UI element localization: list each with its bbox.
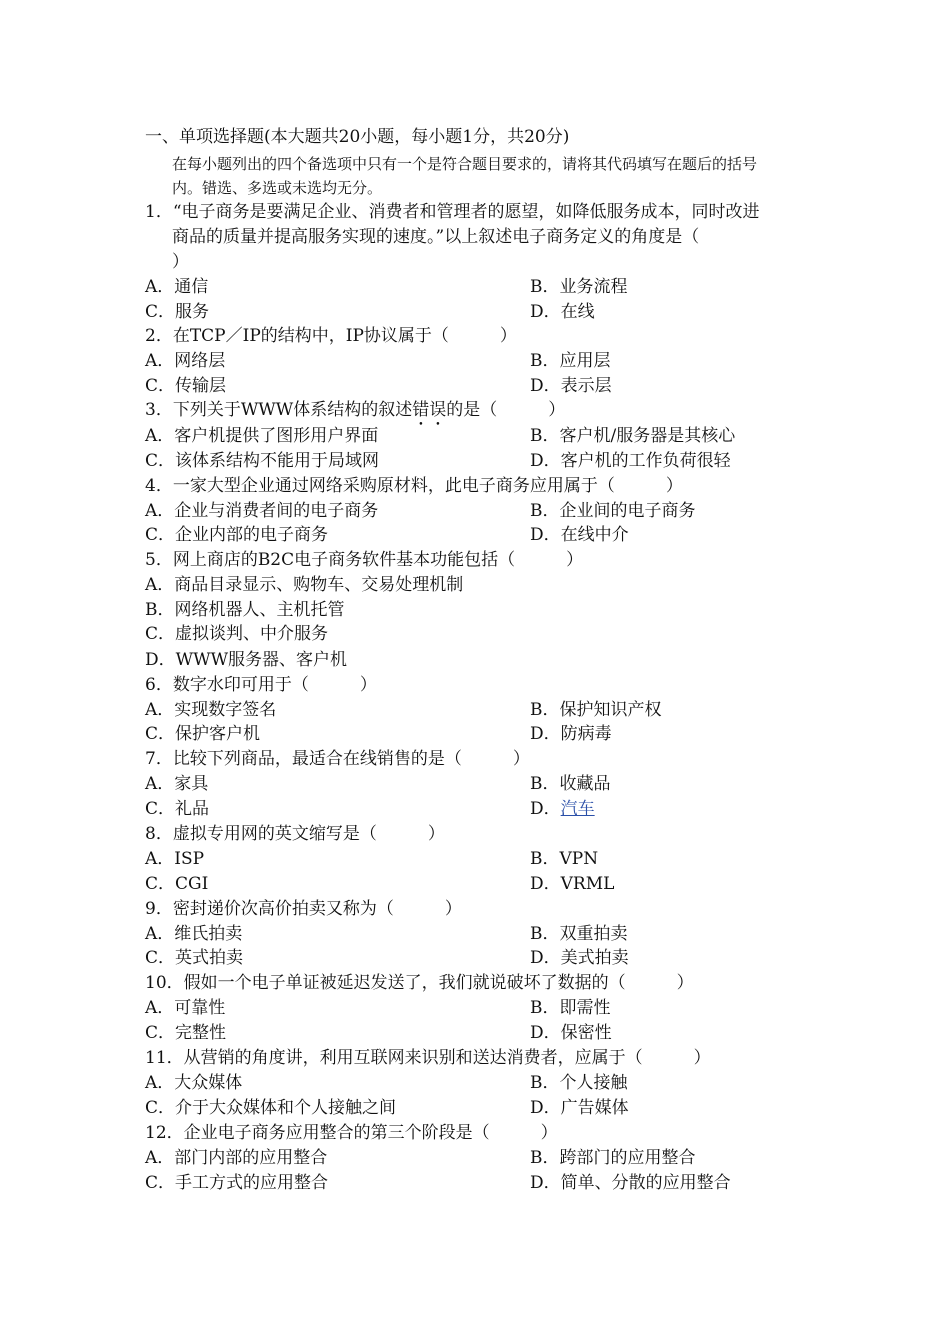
question-2-stem: 2．在TCP／IP的结构中，IP协议属于（ ） [145,326,517,346]
q11-option-c: C．介于大众媒体和个人接触之间 [145,1098,397,1118]
q9-option-d: D．美式拍卖 [530,948,629,968]
q12-option-a: A．部门内部的应用整合 [145,1148,328,1168]
q6-option-b: B．保护知识产权 [530,700,662,720]
question-8-stem: 8．虚拟专用网的英文缩写是（ ） [145,824,445,844]
q8-option-c: C．CGI [145,874,209,894]
q9-option-a: A．维氏拍卖 [145,924,243,944]
question-1-stem-close: ） [172,252,189,272]
q5-option-d: D．WWW服务器、客户机 [145,650,348,670]
q1-option-c: C．服务 [145,302,210,322]
question-7-stem: 7．比较下列商品，最适合在线销售的是（ ） [145,749,530,769]
q10-option-d: D．保密性 [530,1023,612,1043]
q1-option-a: A．通信 [145,277,209,297]
q6-option-a: A．实现数字签名 [145,700,277,720]
q1-option-b: B．业务流程 [530,277,628,297]
q9-option-b: B．双重拍卖 [530,924,628,944]
q7-option-d-link[interactable]: 汽车 [560,799,595,819]
q7-option-c: C．礼品 [145,799,210,819]
q7-option-b: B．收藏品 [530,774,611,794]
q3-stem-after: 的是（ ） [446,400,566,420]
question-5-stem: 5．网上商店的B2C电子商务软件基本功能包括（ ） [145,550,584,570]
q12-option-b: B．跨部门的应用整合 [530,1148,696,1168]
q3-option-c: C．该体系结构不能用于局域网 [145,451,380,471]
q2-option-c: C．传输层 [145,376,227,396]
q6-option-d: D．防病毒 [530,724,612,744]
q11-option-a: A．大众媒体 [145,1073,243,1093]
q4-option-c: C．企业内部的电子商务 [145,525,329,545]
q12-option-c: C．手工方式的应用整合 [145,1173,329,1193]
q4-option-d: D．在线中介 [530,525,629,545]
q5-option-c: C．虚拟谈判、中介服务 [145,624,329,644]
instruction-line-2: 内。错选、多选或未选均无分。 [172,179,383,197]
q2-option-b: B．应用层 [530,351,611,371]
question-11-stem: 11．从营销的角度讲，利用互联网来识别和送达消费者，应属于（ ） [145,1048,711,1068]
q8-option-d: D．VRML [530,874,615,894]
q9-option-c: C．英式拍卖 [145,948,244,968]
q2-option-d: D．表示层 [530,376,612,396]
q7-option-d [530,797,595,822]
q5-option-b: B．网络机器人、主机托管 [145,600,345,620]
q3-stem-before: 3．下列关于WWW体系结构的叙述 [145,400,413,420]
question-12-stem: 12．企业电子商务应用整合的第三个阶段是（ ） [145,1123,558,1143]
q2-option-a: A．网络层 [145,351,226,371]
q3-option-a: A．客户机提供了图形用户界面 [145,426,379,446]
q11-option-b: B．个人接触 [530,1073,628,1093]
q6-option-c: C．保护客户机 [145,724,261,744]
question-1-stem: 1．“电子商务是要满足企业、消费者和管理者的愿望，如降低服务成本，同时改进 [145,202,760,222]
q11-option-d: D．广告媒体 [530,1098,629,1118]
q7-option-a: A．家具 [145,774,209,794]
q3-option-d: D．客户机的工作负荷很轻 [530,451,731,471]
q12-option-d: D．简单、分散的应用整合 [530,1173,731,1193]
q3-option-b: B．客户机/服务器是其核心 [530,426,736,446]
instruction-line-1: 在每小题列出的四个备选项中只有一个是符合题目要求的，请将其代码填写在题后的括号 [172,155,758,173]
question-1-stem-cont: 商品的质量并提高服务实现的速度。”以上叙述电子商务定义的角度是（ [172,227,700,247]
q10-option-a: A．可靠性 [145,998,226,1018]
q4-option-a: A．企业与消费者间的电子商务 [145,501,379,521]
question-6-stem: 6．数字水印可用于（ ） [145,675,377,695]
section-title: 一、单项选择题(本大题共20小题，每小题1分，共20分) [145,127,570,147]
question-4-stem: 4．一家大型企业通过网络采购原材料，此电子商务应用属于（ ） [145,476,683,496]
q3-stem-emphasis: 错误 [412,400,447,420]
q7-option-d-prefix: D． [530,799,561,819]
q4-option-b: B．企业间的电子商务 [530,501,696,521]
q10-option-b: B．即需性 [530,998,611,1018]
q1-option-d: D．在线 [530,302,595,322]
question-10-stem: 10．假如一个电子单证被延迟发送了，我们就说破坏了数据的（ ） [145,973,694,993]
question-9-stem: 9．密封递价次高价拍卖又称为（ ） [145,899,462,919]
q8-option-b: B．VPN [530,849,599,869]
q5-option-a: A．商品目录显示、购物车、交易处理机制 [145,575,464,595]
q10-option-c: C．完整性 [145,1023,227,1043]
q8-option-a: A．ISP [145,849,205,869]
